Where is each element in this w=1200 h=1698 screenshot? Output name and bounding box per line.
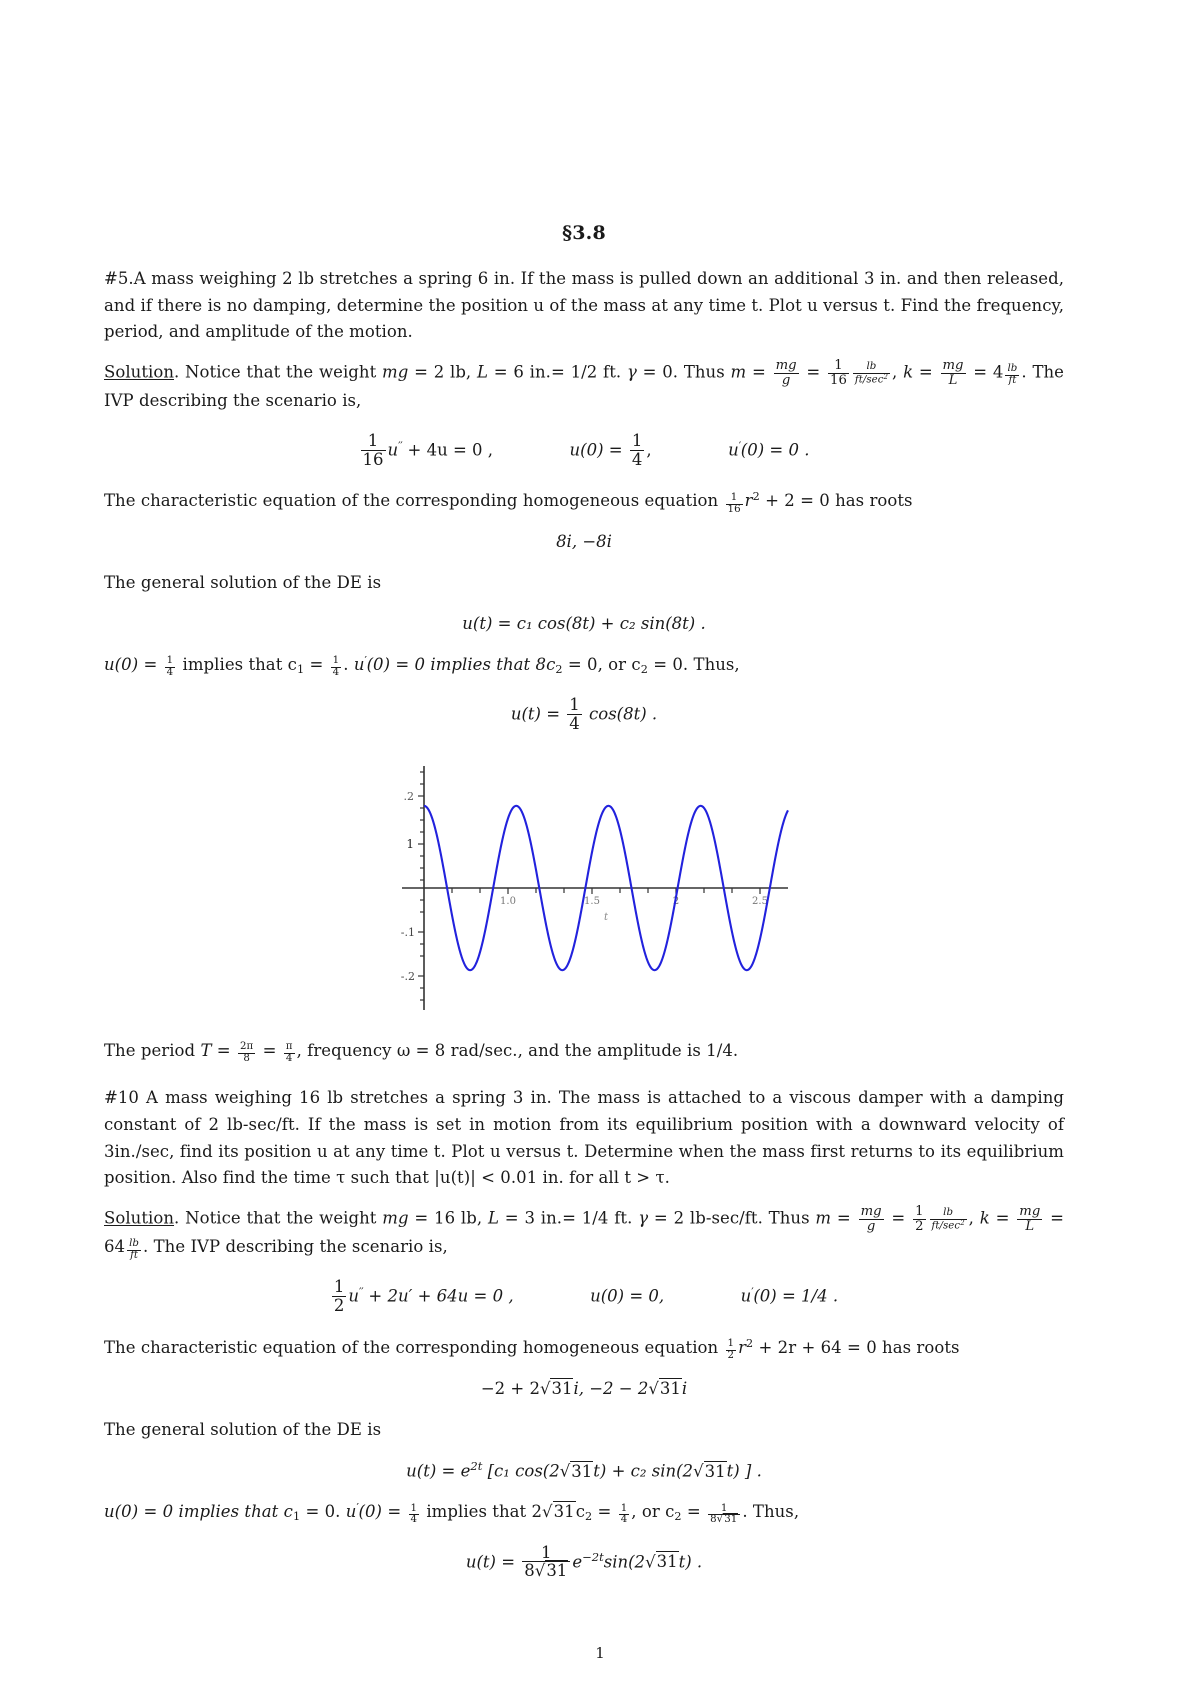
problem10-general-solution-intro: The general solution of the DE is <box>104 1419 382 1439</box>
problem10-const-frac2: $\frac{1}{4}$ <box>620 1502 628 1526</box>
problem5-period-fraction1: $\frac{2\pi}{8}$ <box>239 1041 254 1065</box>
problem5-L-value: = 6 in.= 1/2 ft. <box>493 362 622 382</box>
problem10-const-h: = <box>686 1502 701 1522</box>
problem10-final-sin: sin(2 <box>603 1552 646 1572</box>
problem10-solution-label: Solution <box>104 1208 175 1228</box>
problem5-general-solution-intro: The general solution of the DE is <box>104 573 382 593</box>
problem5-period-line <box>104 1038 1064 1065</box>
problem5-constants-line: u(0) = $\frac{1}{4}$ implies that $c_1$ = $\frac{1}{4}$ . u′(0) = 0 implies that $8c_2 = 0$, or $c_2 = 0$. Thus, <box>104 653 740 678</box>
problem5-solution-label: Solution <box>104 362 175 382</box>
problem10-k-value: 64 <box>104 1237 126 1257</box>
problem5-final-lhs: u(t) = <box>510 704 561 724</box>
problem5-ivp-ic1-lhs: u(0) = <box>569 440 623 460</box>
problem10-ivp-equation: $\frac{1}{2}$ u′′ + 2u′ + 64u = 0 , u(0) = 0, u′(0) = 1/4 . <box>333 1277 839 1316</box>
plot-y-label-3: -.1 <box>400 926 415 940</box>
problem5-period-tail: , frequency ω = 8 rad/sec., and the amplitude is 1/4. <box>296 1041 739 1061</box>
problem10-const-d: implies that 2 <box>426 1502 543 1522</box>
problem10-final-tail: t) . <box>678 1552 703 1572</box>
problem5-period-fraction2: $\frac{\pi}{4}$ <box>285 1041 293 1065</box>
problem5-period-symbol: T <box>200 1041 212 1061</box>
plot-y-label-2: 1 <box>406 837 414 852</box>
problem5-const-f: = 0, or c <box>567 654 641 674</box>
problem5-const-a: u(0) = <box>104 654 158 674</box>
plot-y-label-1: .2 <box>403 790 414 804</box>
problem10-ivp-ic2: (0) = 1/4 . <box>753 1286 839 1306</box>
problem10-final-fraction: $\frac{1}{8√31}$ <box>522 1544 570 1580</box>
problem10-const-g: , or c <box>631 1502 675 1522</box>
problem5-ivp-terms: + 4u = 0 , <box>407 440 494 460</box>
problem10-characteristic-intro: The characteristic equation of the corresponding homogeneous equation $\frac{1}{2}$ $r^2 + 2r + 64 = 0$ has roots <box>104 1336 960 1361</box>
problem10-final-exponent: −2t <box>582 1549 604 1564</box>
problem10-char-tail: + 2r + 64 = 0 has roots <box>758 1337 960 1357</box>
problem5-characteristic-intro: The characteristic equation of the corresponding homogeneous equation $\frac{1}{16}$ $r^2 + 2 = 0$ has roots <box>104 490 913 515</box>
problem5-statement <box>104 266 1064 346</box>
problem10-const-frac3: $\frac{1}{8√31}$ <box>708 1504 740 1527</box>
problem10-ivp-coefficient: $\frac{1}{2}$ <box>333 1277 345 1316</box>
problem10-roots-radical-2: √31 <box>648 1378 681 1398</box>
problem5-const-frac1: $\frac{1}{4}$ <box>166 654 174 678</box>
problem5-char-coefficient: $\frac{1}{16}$ <box>727 491 741 515</box>
plot-container <box>104 758 1064 1018</box>
problem5-const-b: implies that c <box>182 654 297 674</box>
problem10-m-fraction: $\frac{mg}{g}$ <box>860 1204 882 1235</box>
problem10-gensol-exponent: 2t <box>470 1459 483 1474</box>
problem10-ivp-terms: + 2u′ + 64u = 0 , <box>368 1286 514 1306</box>
problem10-mg-value: = 16 lb, <box>414 1208 483 1228</box>
problem5-ivp-ic1-value: $\frac{1}{4}$ <box>631 431 643 469</box>
problem10-const-b: = 0. <box>305 1502 341 1522</box>
problem5-char-tail: + 2 = 0 has roots <box>765 491 913 511</box>
plot-x-ticks <box>452 888 760 894</box>
problem5-gamma-value: = 0. Thus <box>642 362 725 382</box>
problem10-const-f: = <box>597 1502 612 1522</box>
problem10-L-value: = 3 in.= 1/4 ft. <box>504 1208 633 1228</box>
problem5-const-frac2: $\frac{1}{4}$ <box>332 654 340 678</box>
page-content <box>104 222 1064 1595</box>
plot-x-label-1: 1.0 <box>500 896 516 908</box>
problem5-ivp-intro: The IVP describing the scenario is, <box>104 362 1064 411</box>
problem5-solution-intro: Solution. Notice that the weight mg = 2 lb, L = 6 in.= 1/2 ft. γ = 0. Thus m = $\frac{mg}{g}$ = $\frac{1}{16}$ $\frac{lb}{ft/\sec^2}$ , k = $\frac{mg}{L}$ = 4 $\frac{lb}{ft}$ . The IVP describing the scenario is, <box>104 358 1064 411</box>
problem10-general-solution <box>104 1458 1064 1484</box>
plot-x-label-3: 2 <box>672 896 680 908</box>
problem5-char-text: The characteristic equation of the corresponding homogeneous equation <box>104 491 724 511</box>
plot-y-ticks <box>418 772 424 1000</box>
plot-y-label-4: -.2 <box>400 970 415 984</box>
problem5-final-tail: cos(8t) . <box>589 704 658 724</box>
problem5-final-solution <box>104 696 1064 732</box>
problem5-solution-text: . Notice that the weight <box>174 362 383 382</box>
problem10-const-a: u(0) = 0 implies that c <box>104 1502 293 1522</box>
problem10-ivp-ic1: u(0) = 0, <box>590 1286 665 1306</box>
problem5-const-g: = 0. Thus, <box>653 654 740 674</box>
plot-x-label-2: 1.5 <box>584 896 600 908</box>
problem10-char-text: The characteristic equation of the corresponding homogeneous equation <box>104 1337 724 1357</box>
problem10-roots-mid: i, −2 − 2 <box>573 1378 649 1398</box>
problem10-solution-intro: Solution. Notice that the weight mg = 16 lb, L = 3 in.= 1/4 ft. γ = 2 lb-sec/ft. Thus m = $\frac{mg}{g}$ = $\frac{1}{2}$ $\frac{lb}{ft/\sec^2}$ , k = $\frac{mg}{L}$ = 64 $\frac{lb}{ft}$ . The IVP describing the scenario is, <box>104 1204 1064 1261</box>
problem5-statement-line2: released, and if there is no damping, determine the position u of the mass at any time t. Plot u versus t. Find <box>104 269 1064 315</box>
plot-x-label-4: 2.5 <box>752 896 768 908</box>
problem10-k-units: $\frac{lb}{ft}$ <box>129 1237 140 1261</box>
problem5-const-e: (0) = 0 implies that 8c <box>366 654 556 674</box>
problem10-const-frac1: $\frac{1}{4}$ <box>410 1502 418 1526</box>
problem10-roots-tail: i <box>681 1378 688 1398</box>
problem5-const-d: . <box>343 654 349 674</box>
problem10-final-radical: √31 <box>645 1552 678 1572</box>
problem10-statement-line1: #10 A mass weighing 16 lb stretches a spring 3 in. The mass is attached to a viscous damper with a damping <box>104 1088 1064 1108</box>
problem10-k-fraction: $\frac{mg}{L}$ <box>1019 1204 1041 1235</box>
problem10-statement-line3: 3in./sec, find its position u at any time t. Plot u versus t. Determine when the mass first returns to its <box>104 1141 962 1161</box>
problem10-roots-radical-1: √31 <box>539 1378 573 1398</box>
problem5-ivp-ic2: (0) = 0 . <box>740 440 810 460</box>
problem10-ivp-intro: . The IVP describing the scenario is, <box>143 1237 448 1257</box>
problem10-gamma-value: = 2 lb-sec/ft. Thus <box>653 1208 810 1228</box>
problem5-roots: 8i, −8i <box>556 532 612 552</box>
problem5-period-eq1: = <box>216 1041 231 1061</box>
problem5-m-value-fraction: $\frac{1}{16}$ <box>830 358 847 389</box>
problem10-gensol-body1: [c₁ cos(2 <box>487 1461 560 1481</box>
problem10-gensol-body3: t) ] . <box>726 1461 762 1481</box>
problem5-const-c: = <box>309 654 324 674</box>
problem10-roots-lhs: −2 + 2 <box>480 1378 540 1398</box>
problem10-const-e: c <box>575 1502 586 1522</box>
problem5-m-units: $\frac{lb}{ft/\sec^2}$ <box>854 360 889 386</box>
problem10-gensol-radical-2: √31 <box>693 1461 726 1481</box>
problem5-statement-line3: the frequency, period, and amplitude of the motion. <box>104 295 1064 342</box>
problem10-constants-line: u(0) = 0 implies that $c_1 = 0$. u′(0) = $\frac{1}{4}$ implies that $2√31c_2$ = $\frac{1}{4}$ , or $c_2$ = $\frac{1}{8√31}$ . Thus, <box>104 1501 800 1526</box>
problem10-const-c: (0) = <box>358 1502 402 1522</box>
problem5-period-text: The period <box>104 1041 201 1061</box>
problem10-final-solution <box>104 1544 1064 1580</box>
problem10-const-radical: √31 <box>542 1502 575 1522</box>
problem5-k-units: $\frac{lb}{ft}$ <box>1007 362 1018 386</box>
problem10-final-e: e <box>572 1552 583 1572</box>
problem5-ivp-coefficient: $\frac{1}{16}$ <box>362 431 384 469</box>
problem10-roots <box>104 1377 1064 1402</box>
problem10-gensol-radical-1: √31 <box>559 1461 593 1481</box>
problem5-k-value: 4 <box>992 362 1004 382</box>
problem5-general-solution: u(t) = c₁ cos(8t) + c₂ sin(8t) . <box>462 613 706 633</box>
problem10-m-value-fraction: $\frac{1}{2}$ <box>915 1204 924 1235</box>
problem10-statement-line4: equilibrium position. Also find the time τ such that |u(t)| < 0.01 in. for all t > τ. <box>104 1141 1064 1188</box>
problem5-k-fraction: $\frac{mg}{L}$ <box>942 358 964 389</box>
problem5-mg-value: = 2 lb, <box>414 362 472 382</box>
problem10-m-units: $\frac{lb}{ft/\sec^2}$ <box>931 1207 965 1232</box>
problem10-statement-line2: constant of 2 lb-sec/ft. If the mass is set in motion from its equilibrium position with a downward velocity of <box>104 1115 1064 1135</box>
problem5-statement-line1: #5.A mass weighing 2 lb stretches a spring 6 in. If the mass is pulled down an additional 3 in. and then <box>104 269 982 288</box>
problem10-char-coefficient: $\frac{1}{2}$ <box>727 1337 735 1361</box>
problem10-final-lhs: u(t) = <box>465 1552 516 1572</box>
page-number: 1 <box>595 1644 605 1662</box>
plot-x-axis-caption: t <box>603 912 609 924</box>
problem5-final-fraction: $\frac{1}{4}$ <box>569 694 580 733</box>
problem10-solution-text: . Notice that the weight <box>174 1208 383 1228</box>
problem10-statement <box>104 1085 1064 1192</box>
problem10-const-i: . Thus, <box>742 1502 800 1522</box>
problem5-ivp-equation: $\frac{1}{16}$ u′′ + 4u = 0 , u(0) = $\frac{1}{4}$ , u′(0) = 0 . <box>362 431 810 469</box>
problem10-gensol-lhs: u(t) = e <box>406 1461 471 1481</box>
cosine-plot <box>374 758 794 1018</box>
problem10-gensol-body2: t) + c₂ sin(2 <box>593 1461 694 1481</box>
problem5-m-fraction: $\frac{mg}{g}$ <box>775 358 797 389</box>
section-title: §3.8 <box>562 222 606 244</box>
problem5-period-eq2: = <box>262 1041 277 1061</box>
